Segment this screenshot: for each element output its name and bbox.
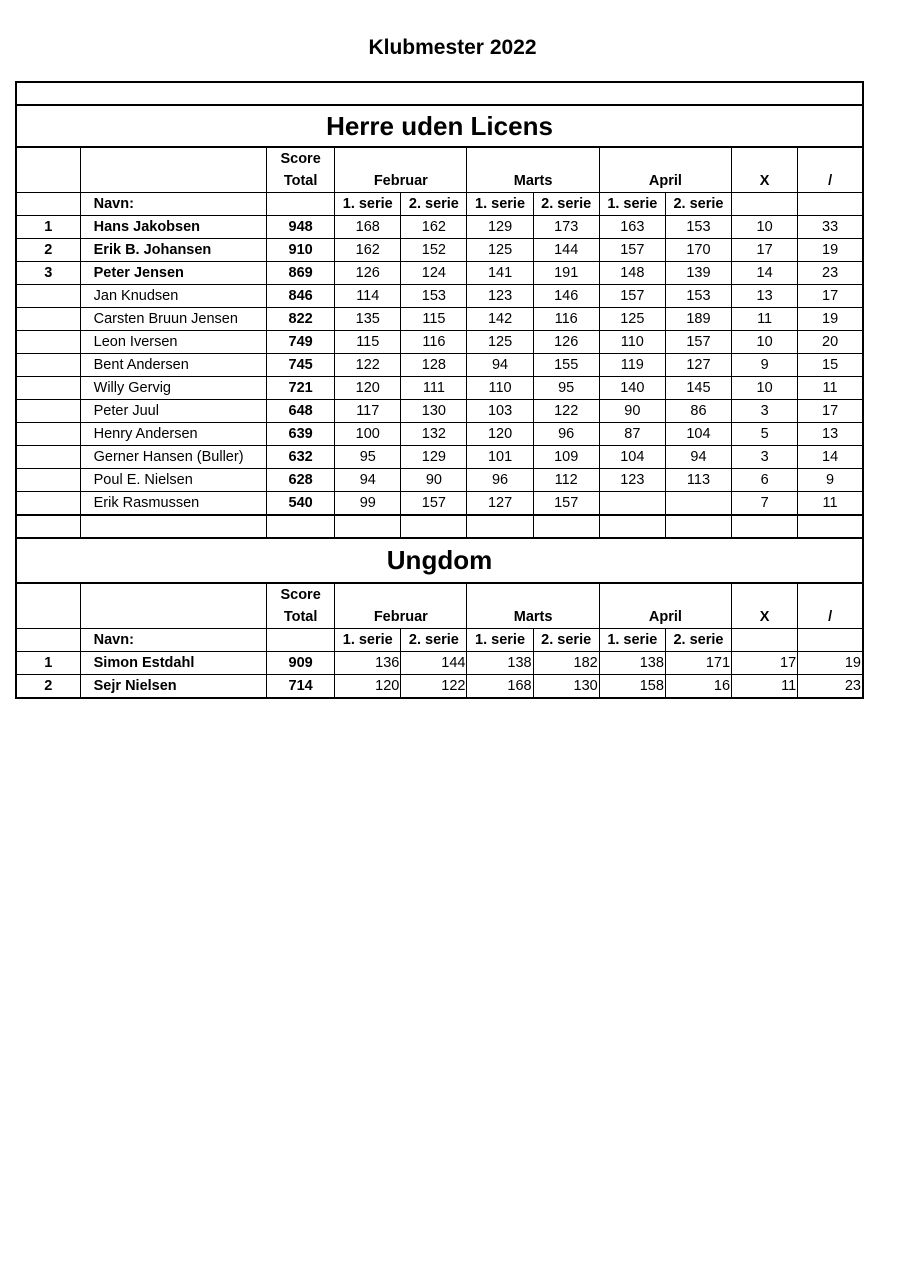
slash-count: 17	[798, 400, 863, 423]
series-score: 135	[335, 308, 401, 331]
series-header: 1. serie	[467, 629, 533, 652]
rank-cell	[16, 446, 80, 469]
series-score: 189	[665, 308, 731, 331]
player-name: Peter Jensen	[80, 262, 266, 285]
series-score: 114	[335, 285, 401, 308]
rank-cell	[16, 308, 80, 331]
slash-subheader	[798, 193, 863, 216]
series-score: 90	[599, 400, 665, 423]
total-score: 909	[267, 652, 335, 675]
table-row	[16, 675, 863, 699]
total-score: 628	[267, 469, 335, 492]
series-score: 96	[533, 423, 599, 446]
total-subheader	[267, 629, 335, 652]
rank-cell: 3	[16, 262, 80, 285]
series-score: 90	[401, 469, 467, 492]
results-table	[15, 81, 864, 699]
series-header: 1. serie	[599, 193, 665, 216]
series-score: 148	[599, 262, 665, 285]
header-row-series	[16, 629, 863, 652]
series-score: 115	[335, 331, 401, 354]
slash-count: 11	[798, 492, 863, 516]
empty-cell	[16, 515, 80, 538]
series-score: 119	[599, 354, 665, 377]
series-score	[665, 492, 731, 516]
series-score: 144	[533, 239, 599, 262]
series-score: 125	[467, 239, 533, 262]
total-score: 745	[267, 354, 335, 377]
series-score: 182	[533, 652, 599, 675]
series-score: 162	[401, 216, 467, 239]
rank-cell	[16, 469, 80, 492]
series-score: 145	[665, 377, 731, 400]
series-score: 112	[533, 469, 599, 492]
series-score: 140	[599, 377, 665, 400]
x-count: 3	[732, 446, 798, 469]
player-name: Leon Iversen	[80, 331, 266, 354]
table-row	[16, 331, 863, 354]
slash-count: 11	[798, 377, 863, 400]
x-count: 10	[732, 331, 798, 354]
series-header: 1. serie	[467, 193, 533, 216]
series-score: 116	[533, 308, 599, 331]
series-score: 109	[533, 446, 599, 469]
x-count: 3	[732, 400, 798, 423]
x-header: X	[732, 583, 798, 629]
month-header-april: April	[599, 583, 731, 629]
x-count: 10	[732, 377, 798, 400]
series-score: 157	[599, 239, 665, 262]
score-total-header	[267, 147, 335, 193]
series-score: 157	[599, 285, 665, 308]
score-total-header	[267, 583, 335, 629]
x-count: 17	[732, 652, 798, 675]
series-score: 153	[401, 285, 467, 308]
series-header: 2. serie	[665, 629, 731, 652]
series-score: 120	[467, 423, 533, 446]
series-score: 130	[533, 675, 599, 699]
table-row	[16, 652, 863, 675]
header-row-months	[16, 147, 863, 193]
x-count: 11	[732, 675, 798, 699]
series-score: 120	[335, 675, 401, 699]
name-header-blank	[80, 147, 266, 193]
series-score: 163	[599, 216, 665, 239]
series-score: 127	[665, 354, 731, 377]
rank-header	[16, 147, 80, 193]
rank-cell	[16, 354, 80, 377]
total-score: 639	[267, 423, 335, 446]
slash-count: 19	[798, 239, 863, 262]
series-score: 117	[335, 400, 401, 423]
series-score: 96	[467, 469, 533, 492]
total-subheader	[267, 193, 335, 216]
slash-count: 19	[798, 652, 863, 675]
name-label: Navn:	[80, 193, 266, 216]
empty-cell	[401, 515, 467, 538]
series-score: 127	[467, 492, 533, 516]
slash-subheader	[798, 629, 863, 652]
series-score: 152	[401, 239, 467, 262]
series-header: 1. serie	[335, 629, 401, 652]
series-score: 157	[665, 331, 731, 354]
series-score: 125	[599, 308, 665, 331]
header-row-series	[16, 193, 863, 216]
series-score: 123	[599, 469, 665, 492]
name-header-blank	[80, 583, 266, 629]
section-heading: Herre uden Licens	[16, 105, 863, 147]
series-score: 157	[401, 492, 467, 516]
slash-count: 23	[798, 262, 863, 285]
player-name: Poul E. Nielsen	[80, 469, 266, 492]
series-score: 129	[467, 216, 533, 239]
slash-count: 19	[798, 308, 863, 331]
score-label: Score	[280, 587, 321, 603]
series-score: 168	[335, 216, 401, 239]
month-header-marts: Marts	[467, 583, 599, 629]
rank-cell: 1	[16, 216, 80, 239]
rank-cell	[16, 492, 80, 516]
total-score: 948	[267, 216, 335, 239]
rank-cell	[16, 400, 80, 423]
player-name: Erik Rasmussen	[80, 492, 266, 516]
slash-count: 13	[798, 423, 863, 446]
month-header-februar: Februar	[335, 147, 467, 193]
series-score: 126	[335, 262, 401, 285]
slash-count: 20	[798, 331, 863, 354]
total-score: 648	[267, 400, 335, 423]
player-name: Simon Estdahl	[80, 652, 266, 675]
x-count: 11	[732, 308, 798, 331]
rank-cell	[16, 423, 80, 446]
series-score: 94	[467, 354, 533, 377]
series-score: 110	[599, 331, 665, 354]
table-row	[16, 446, 863, 469]
table-row	[16, 239, 863, 262]
series-score: 138	[467, 652, 533, 675]
rank-cell	[16, 285, 80, 308]
spacer-row	[16, 515, 863, 538]
series-score: 162	[335, 239, 401, 262]
empty-cell	[732, 515, 798, 538]
player-name: Sejr Nielsen	[80, 675, 266, 699]
player-name: Henry Andersen	[80, 423, 266, 446]
series-score: 157	[533, 492, 599, 516]
total-label: Total	[283, 609, 318, 625]
table-row	[16, 262, 863, 285]
table-row	[16, 285, 863, 308]
total-score: 846	[267, 285, 335, 308]
slash-count: 33	[798, 216, 863, 239]
month-header-februar: Februar	[335, 583, 467, 629]
rank-cell: 2	[16, 239, 80, 262]
empty-cell	[335, 515, 401, 538]
x-count: 13	[732, 285, 798, 308]
series-score: 122	[533, 400, 599, 423]
name-label: Navn:	[80, 629, 266, 652]
total-score: 822	[267, 308, 335, 331]
slash-header: /	[798, 583, 863, 629]
series-score	[599, 492, 665, 516]
series-score: 111	[401, 377, 467, 400]
series-score: 87	[599, 423, 665, 446]
player-name: Carsten Bruun Jensen	[80, 308, 266, 331]
series-score: 124	[401, 262, 467, 285]
series-score: 129	[401, 446, 467, 469]
table-row	[16, 354, 863, 377]
page-title: Klubmester 2022	[368, 36, 537, 59]
series-score: 122	[401, 675, 467, 699]
series-score: 136	[335, 652, 401, 675]
total-label: Total	[283, 173, 318, 189]
x-header: X	[732, 147, 798, 193]
total-score: 714	[267, 675, 335, 699]
series-score: 104	[599, 446, 665, 469]
x-count: 6	[732, 469, 798, 492]
rank-subheader	[16, 629, 80, 652]
rank-cell: 2	[16, 675, 80, 699]
rank-header	[16, 583, 80, 629]
table-row	[16, 308, 863, 331]
series-score: 123	[467, 285, 533, 308]
slash-count: 9	[798, 469, 863, 492]
x-subheader	[732, 629, 798, 652]
total-score: 721	[267, 377, 335, 400]
x-count: 5	[732, 423, 798, 446]
series-header: 2. serie	[533, 193, 599, 216]
total-score: 540	[267, 492, 335, 516]
series-score: 144	[401, 652, 467, 675]
series-score: 95	[335, 446, 401, 469]
x-count: 17	[732, 239, 798, 262]
player-name: Hans Jakobsen	[80, 216, 266, 239]
player-name: Gerner Hansen (Buller)	[80, 446, 266, 469]
top-blank-row	[16, 82, 863, 105]
series-score: 115	[401, 308, 467, 331]
series-score: 168	[467, 675, 533, 699]
series-score: 138	[599, 652, 665, 675]
total-score: 869	[267, 262, 335, 285]
table-row	[16, 469, 863, 492]
score-label: Score	[280, 151, 321, 167]
empty-cell	[599, 515, 665, 538]
series-score: 128	[401, 354, 467, 377]
table-row	[16, 492, 863, 516]
series-score: 142	[467, 308, 533, 331]
series-score: 110	[467, 377, 533, 400]
table-row	[16, 216, 863, 239]
rank-cell	[16, 377, 80, 400]
section-heading-row	[16, 538, 863, 583]
series-score: 126	[533, 331, 599, 354]
slash-count: 17	[798, 285, 863, 308]
table-row	[16, 423, 863, 446]
empty-cell	[80, 515, 266, 538]
series-score: 101	[467, 446, 533, 469]
series-score: 132	[401, 423, 467, 446]
series-score: 153	[665, 216, 731, 239]
empty-cell	[533, 515, 599, 538]
slash-count: 14	[798, 446, 863, 469]
x-count: 14	[732, 262, 798, 285]
header-row-months	[16, 583, 863, 629]
series-score: 103	[467, 400, 533, 423]
player-name: Willy Gervig	[80, 377, 266, 400]
series-score: 86	[665, 400, 731, 423]
series-header: 2. serie	[401, 629, 467, 652]
series-score: 173	[533, 216, 599, 239]
series-score: 139	[665, 262, 731, 285]
section-heading: Ungdom	[16, 538, 863, 583]
empty-cell	[467, 515, 533, 538]
series-score: 116	[401, 331, 467, 354]
table-row	[16, 400, 863, 423]
series-header: 1. serie	[599, 629, 665, 652]
series-score: 153	[665, 285, 731, 308]
total-score: 632	[267, 446, 335, 469]
empty-cell	[798, 515, 863, 538]
series-score: 171	[665, 652, 731, 675]
series-score: 155	[533, 354, 599, 377]
series-score: 99	[335, 492, 401, 516]
empty-cell	[665, 515, 731, 538]
section-heading-row	[16, 105, 863, 147]
series-header: 1. serie	[335, 193, 401, 216]
total-score: 910	[267, 239, 335, 262]
player-name: Jan Knudsen	[80, 285, 266, 308]
series-header: 2. serie	[401, 193, 467, 216]
series-score: 158	[599, 675, 665, 699]
month-header-marts: Marts	[467, 147, 599, 193]
series-score: 141	[467, 262, 533, 285]
slash-count: 23	[798, 675, 863, 699]
series-score: 94	[665, 446, 731, 469]
total-score: 749	[267, 331, 335, 354]
table-row	[16, 377, 863, 400]
series-score: 122	[335, 354, 401, 377]
rank-cell	[16, 331, 80, 354]
month-header-april: April	[599, 147, 731, 193]
series-score: 125	[467, 331, 533, 354]
series-score: 113	[665, 469, 731, 492]
series-score: 94	[335, 469, 401, 492]
player-name: Peter Juul	[80, 400, 266, 423]
empty-cell	[267, 515, 335, 538]
series-score: 95	[533, 377, 599, 400]
series-score: 130	[401, 400, 467, 423]
series-score: 146	[533, 285, 599, 308]
blank-cell	[16, 82, 863, 105]
x-count: 9	[732, 354, 798, 377]
series-score: 120	[335, 377, 401, 400]
series-score: 16	[665, 675, 731, 699]
series-score: 191	[533, 262, 599, 285]
series-score: 100	[335, 423, 401, 446]
x-count: 7	[732, 492, 798, 516]
slash-count: 15	[798, 354, 863, 377]
rank-cell: 1	[16, 652, 80, 675]
rank-subheader	[16, 193, 80, 216]
x-subheader	[732, 193, 798, 216]
series-score: 104	[665, 423, 731, 446]
player-name: Bent Andersen	[80, 354, 266, 377]
series-score: 170	[665, 239, 731, 262]
player-name: Erik B. Johansen	[80, 239, 266, 262]
x-count: 10	[732, 216, 798, 239]
series-header: 2. serie	[665, 193, 731, 216]
slash-header: /	[798, 147, 863, 193]
series-header: 2. serie	[533, 629, 599, 652]
